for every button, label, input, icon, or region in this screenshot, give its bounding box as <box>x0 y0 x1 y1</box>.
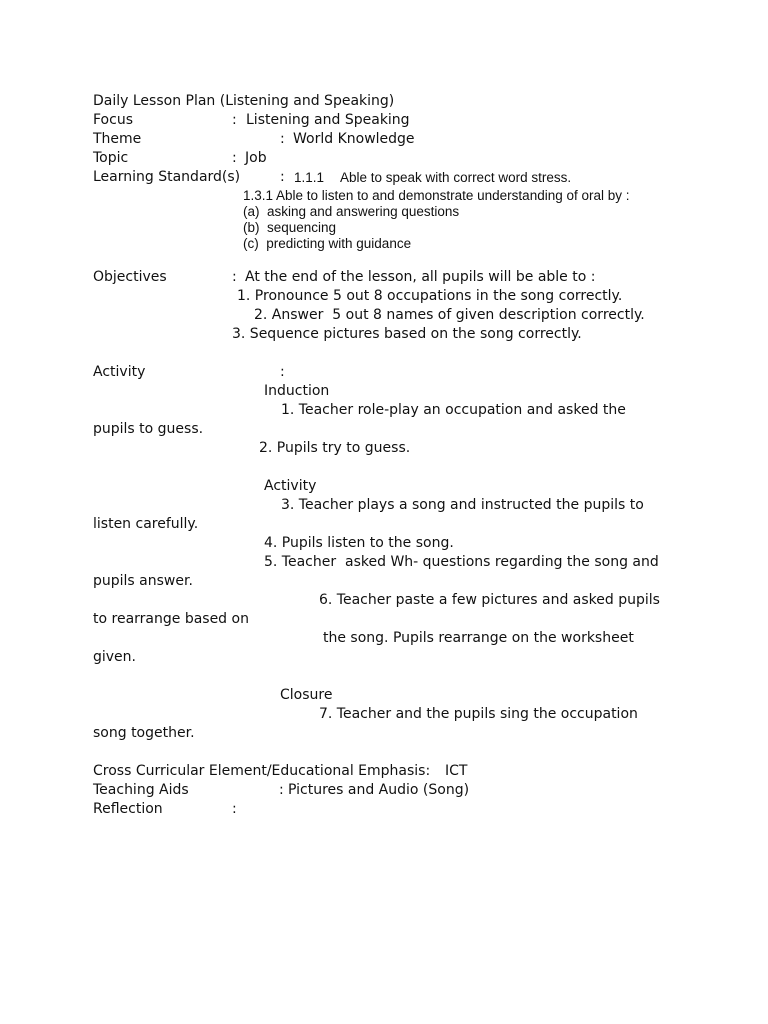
learning-standards-label: Learning Standard(s) <box>93 169 241 185</box>
focus-label: Focus <box>93 112 133 128</box>
standard-sub-item: (a) asking and answering questions <box>243 204 460 219</box>
induction-heading: Induction <box>264 383 330 399</box>
activity-step: 2. Pupils try to guess. <box>259 440 411 456</box>
standard-text: 1.3.1 Able to listen to and demonstrate understanding of oral by : <box>243 188 630 203</box>
focus-value: Listening and Speaking <box>246 112 410 128</box>
activity-step-continued: pupils answer. <box>93 573 193 589</box>
objectives-intro: At the end of the lesson, all pupils will be able to : <box>245 269 596 285</box>
activity-step: 7. Teacher and the pupils sing the occupation <box>319 706 638 722</box>
objectives-colon: : <box>232 269 237 285</box>
learning-standards-colon: : <box>280 169 285 185</box>
activity-label: Activity <box>93 364 146 380</box>
closure-heading: Closure <box>280 687 333 703</box>
objective-item: 3. Sequence pictures based on the song correctly. <box>232 326 582 342</box>
activity-step-continued: the song. Pupils rearrange on the worksheet <box>323 630 634 646</box>
objective-item: 1. Pronounce 5 out 8 occupations in the song correctly. <box>237 288 623 304</box>
topic-value: Job <box>245 150 267 166</box>
activity-step-continued: given. <box>93 649 136 665</box>
reflection-label: Reflection <box>93 801 163 817</box>
focus-colon: : <box>232 112 237 128</box>
theme-value: World Knowledge <box>293 131 415 147</box>
teaching-aids-value: Pictures and Audio (Song) <box>288 782 470 798</box>
objective-item: 2. Answer 5 out 8 names of given description correctly. <box>254 307 645 323</box>
theme-label: Theme <box>93 131 142 147</box>
activity-step: 3. Teacher plays a song and instructed the pupils to <box>281 497 644 513</box>
standard-code: 1.1.1 <box>294 170 325 185</box>
teaching-aids-label: Teaching Aids <box>93 782 189 798</box>
activity-colon: : <box>280 364 285 380</box>
main-activity-heading: Activity <box>264 478 317 494</box>
activity-step-continued: to rearrange based on <box>93 611 249 627</box>
activity-step: 1. Teacher role-play an occupation and asked the <box>281 402 626 418</box>
standard-sub-item: (c) predicting with guidance <box>243 236 412 251</box>
activity-step-continued: song together. <box>93 725 195 741</box>
standard-sub-item: (b) sequencing <box>243 220 337 235</box>
activity-step-continued: listen carefully. <box>93 516 199 532</box>
document-title: Daily Lesson Plan (Listening and Speaking) <box>93 93 395 109</box>
theme-colon: : <box>280 131 285 147</box>
cross-curricular-label: Cross Curricular Element/Educational Emphasis: <box>93 763 431 779</box>
topic-colon: : <box>232 150 237 166</box>
activity-step: 4. Pupils listen to the song. <box>264 535 454 551</box>
activity-step: 6. Teacher paste a few pictures and asked pupils <box>319 592 660 608</box>
activity-step-continued: pupils to guess. <box>93 421 204 437</box>
cross-curricular-value: ICT <box>445 763 468 779</box>
objectives-label: Objectives <box>93 269 167 285</box>
topic-label: Topic <box>93 150 129 166</box>
standard-text: Able to speak with correct word stress. <box>340 170 572 185</box>
activity-step: 5. Teacher asked Wh- questions regarding the song and <box>264 554 659 570</box>
reflection-colon: : <box>232 801 237 817</box>
teaching-aids-colon: : <box>279 782 284 798</box>
